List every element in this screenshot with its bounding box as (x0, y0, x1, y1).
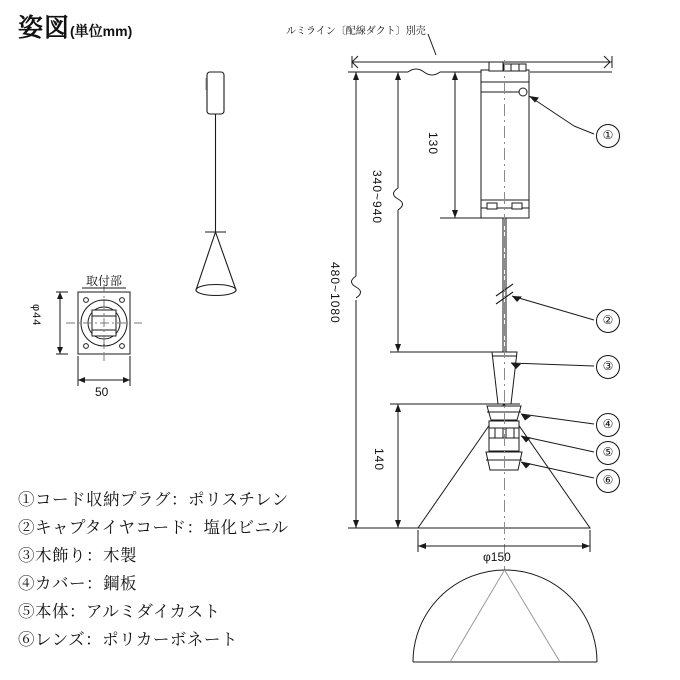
callout-1: ① (596, 124, 620, 148)
legend-item: ②キャプタイヤコード：塩化ビニル (18, 519, 289, 537)
dim-130-label: 130 (426, 132, 440, 156)
mount-width-label: 50 (95, 385, 109, 399)
callout-6: ⑥ (596, 469, 620, 493)
duct-note-label: ルミライン〔配線ダクト〕別売 (286, 26, 426, 37)
legend-list (18, 486, 289, 654)
page-title-unit: (単位mm) (70, 23, 133, 39)
dim-150-label: φ150 (483, 550, 511, 564)
mount-diameter-label: φ44 (30, 304, 42, 327)
page-title (18, 8, 132, 44)
callout-5: ⑤ (596, 441, 620, 465)
page-title-main: 姿図 (18, 14, 71, 42)
plug-body (481, 62, 594, 218)
legend-item: ⑤本体：アルミダイカスト (18, 603, 221, 621)
callout-3: ③ (596, 355, 620, 379)
callout-4: ④ (596, 413, 620, 437)
dim-480-1080-label: 480~1080 (328, 262, 342, 324)
duct-rail (352, 34, 612, 75)
cord (496, 218, 594, 352)
bottom-view (413, 570, 597, 662)
mount-detail (56, 284, 142, 386)
dim-340-940-label: 340~940 (370, 170, 384, 225)
pendant-silhouette (196, 72, 236, 296)
legend-item: ③木飾り：木製 (18, 547, 137, 565)
dim-140-label: 140 (372, 448, 386, 472)
legend-item: ①コード収納プラグ：ポリスチレン (18, 491, 289, 509)
legend-item: ④カバー：鋼板 (18, 575, 137, 593)
callout-2: ② (596, 309, 620, 333)
legend-item: ⑥レンズ：ポリカーボネート (18, 631, 238, 649)
mount-caption-label: 取付部 (86, 274, 123, 288)
